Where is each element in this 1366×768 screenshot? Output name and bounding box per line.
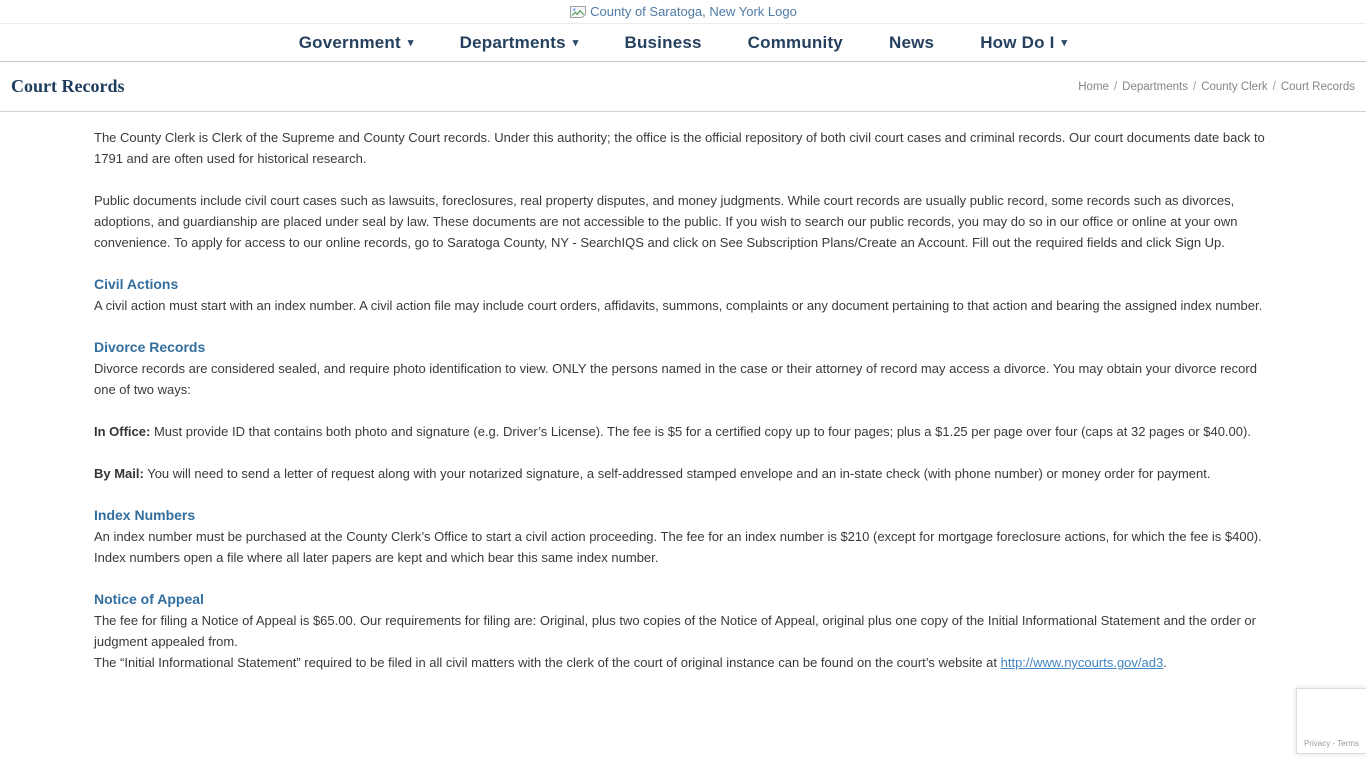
nav-item-departments[interactable] xyxy=(460,33,579,53)
section-heading-notice-of-appeal: Notice of Appeal xyxy=(94,591,204,607)
title-bar xyxy=(0,62,1366,112)
breadcrumb-item-county-clerk[interactable]: County Clerk xyxy=(1201,80,1268,93)
external-link[interactable]: http://www.nycourts.gov/ad3 xyxy=(1000,655,1164,670)
paragraph xyxy=(94,358,1272,400)
text-run: Public documents include civil court cases such as lawsuits, foreclosures, real property disputes, and money judgments. While court records are usually public record, some records such as divorces, adoptions, and guardianship are placed under seal by law. These documents are not accessible to the public. If you wish to search our public records, you may do so in our office or online at your own convenience. To apply for access to our online records, go to Saratoga County, NY - SearchIQS and click on See Subscription Plans/Create an Account. Fill out the required fields and click Sign Up. xyxy=(94,193,1238,250)
paragraph xyxy=(94,463,1272,484)
text-run: . xyxy=(1163,655,1167,670)
breadcrumb-item-court-records: Court Records xyxy=(1280,80,1355,93)
section-heading-index-numbers: Index Numbers xyxy=(94,507,196,523)
breadcrumb-separator: / xyxy=(1272,80,1276,93)
text-run: You will need to send a letter of request along with your notarized signature, a self-addressed stamped envelope and an in-state check (with phone number) or money order for payment. xyxy=(143,466,1211,481)
breadcrumb xyxy=(1078,81,1355,93)
paragraph xyxy=(94,190,1272,253)
nav-item-community[interactable] xyxy=(748,33,843,53)
breadcrumb-separator: / xyxy=(1113,80,1118,93)
nav-item-label: Departments xyxy=(459,32,566,52)
paragraph xyxy=(94,421,1272,442)
logo-bar xyxy=(0,0,1366,24)
text-run: The fee for filing a Notice of Appeal is $65.00. Our requirements for filing are: Original, plus two copies of the Notice of Appeal, original plus one copy of the Initial Informational Statement and the order or judgment appealed from. xyxy=(94,613,1256,649)
recaptcha-badge[interactable] xyxy=(1296,688,1366,754)
chevron-down-icon: ▾ xyxy=(1061,37,1068,49)
paragraph xyxy=(94,610,1272,673)
nav-item-government[interactable] xyxy=(299,33,414,53)
text-run: The “Initial Informational Statement” required to be filed in all civil matters with the clerk of the court of original instance can be found on the court’s website at xyxy=(94,655,1001,670)
chevron-down-icon: ▾ xyxy=(572,37,579,49)
paragraph xyxy=(94,127,1272,169)
nav-item-news[interactable] xyxy=(889,33,934,53)
breadcrumb-separator: / xyxy=(1192,80,1197,93)
text-run: Must provide ID that contains both photo and signature (e.g. Driver’s License). The fee is $5 for a certified copy up to four pages; plus a $1.25 per page over four (caps at 32 pages or $40.00). xyxy=(150,424,1251,439)
logo-alt-text: County of Saratoga, New York Logo xyxy=(590,4,797,19)
nav-item-label: Government xyxy=(298,32,401,52)
recaptcha-privacy-terms-link[interactable]: Privacy - Terms xyxy=(1304,739,1359,748)
paragraph xyxy=(94,526,1272,568)
main-content xyxy=(94,112,1272,673)
text-run: An index number must be purchased at the County Clerk’s Office to start a civil action proceeding. The fee for an index number is $210 (except for mortgage foreclosure actions, for which the fee is $400). Index numbers open a file where all later papers are kept and which bear this same index number. xyxy=(94,529,1262,565)
page-title: Court Records xyxy=(11,76,125,96)
text-run: The County Clerk is Clerk of the Supreme and County Court records. Under this authority; the office is the official repository of both civil court cases and criminal records. Our court documents date back to 1791 and are often used for historical research. xyxy=(94,130,1265,166)
chevron-down-icon: ▾ xyxy=(407,37,414,49)
bold-lead: In Office: xyxy=(94,424,151,439)
section-heading-divorce-records: Divorce Records xyxy=(94,339,206,355)
text-run: Divorce records are considered sealed, and require photo identification to view. ONLY the persons named in the case or their attorney of record may access a divorce. You may obtain your divorce record one of two ways: xyxy=(94,361,1257,397)
main-nav xyxy=(0,24,1366,62)
nav-item-label: How Do I xyxy=(980,32,1055,52)
breadcrumb-item-home[interactable]: Home xyxy=(1078,80,1109,93)
nav-item-label: Business xyxy=(624,32,702,52)
section-heading-civil-actions: Civil Actions xyxy=(94,276,179,292)
nav-item-how-do-i[interactable] xyxy=(980,33,1067,53)
paragraph xyxy=(94,295,1272,316)
nav-item-business[interactable] xyxy=(624,33,701,53)
bold-lead: By Mail: xyxy=(94,466,144,481)
text-run: A civil action must start with an index number. A civil action file may include court orders, affidavits, summons, complaints or any document pertaining to that action and bearing the assigned index number. xyxy=(94,298,1263,313)
breadcrumb-item-departments[interactable]: Departments xyxy=(1122,80,1188,93)
broken-image-icon xyxy=(569,5,587,19)
nav-item-label: Community xyxy=(747,32,843,52)
nav-item-label: News xyxy=(888,32,935,52)
